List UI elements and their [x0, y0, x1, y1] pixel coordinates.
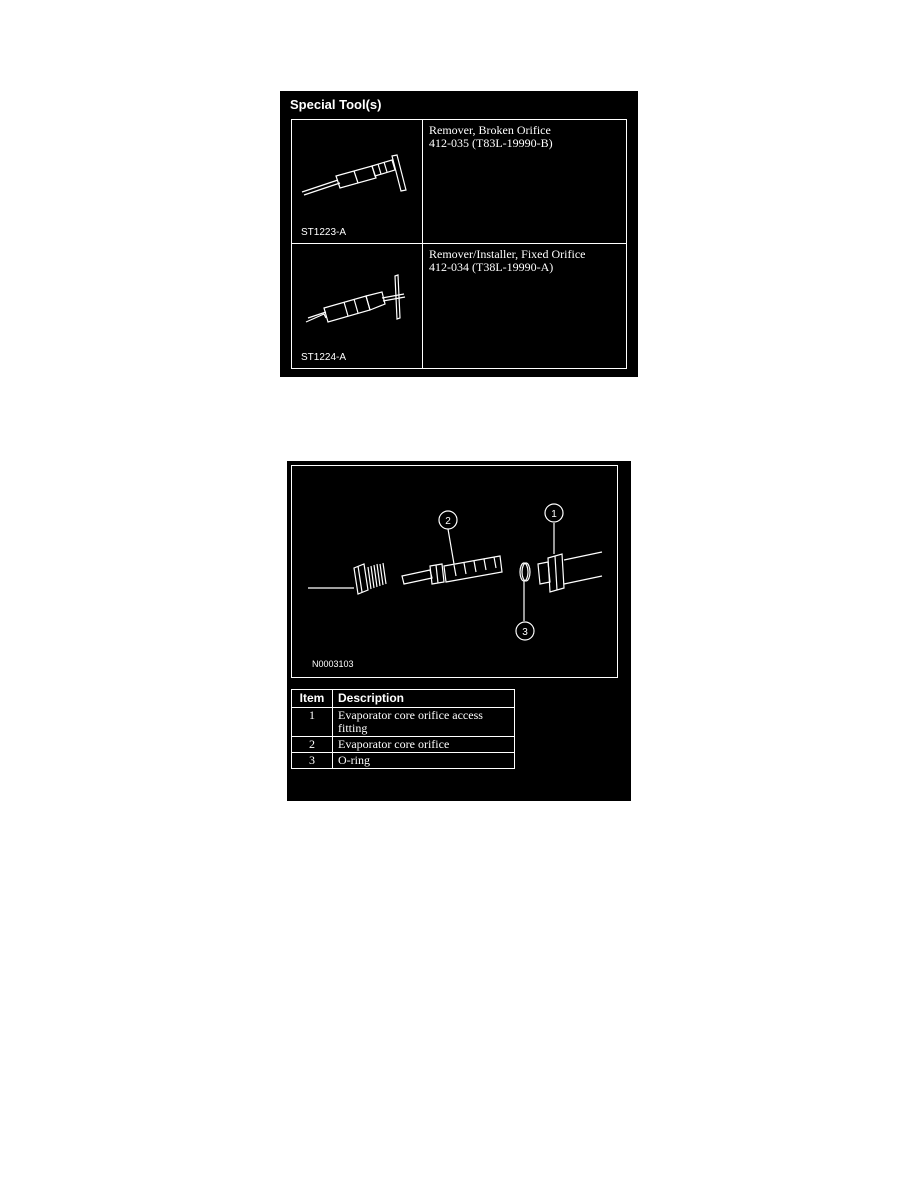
tool-row	[292, 120, 626, 244]
callout-3: 3	[522, 627, 528, 638]
special-tools-panel	[280, 91, 638, 377]
table-row	[292, 737, 515, 753]
tool-code: ST1224-A	[301, 352, 347, 363]
legend-table	[291, 689, 515, 769]
tool-illustration-cell	[292, 120, 423, 243]
legend-item-description: O-ring	[333, 753, 515, 769]
legend-header-item: Item	[292, 690, 333, 708]
legend-item-number: 1	[292, 708, 333, 737]
table-row	[292, 708, 515, 737]
orifice-diagram-panel	[287, 461, 631, 801]
legend-item-number: 2	[292, 737, 333, 753]
o-ring	[520, 563, 528, 581]
tool-illustration-cell	[292, 244, 423, 368]
tool-number: 412-034 (T38L-19990-A)	[429, 260, 554, 274]
tool-number: 412-035 (T83L-19990-B)	[429, 136, 553, 150]
tool-name: Remover, Broken Orifice	[429, 123, 551, 137]
tool-row	[292, 244, 626, 368]
nut-threads	[368, 563, 386, 589]
tool-description	[429, 124, 624, 150]
special-tools-title: Special Tool(s)	[290, 97, 382, 112]
callout-1: 1	[551, 509, 557, 520]
access-fitting	[538, 552, 602, 592]
fixed-orifice-remover-installer-illustration	[296, 264, 416, 334]
callout-2: 2	[445, 516, 451, 527]
tool-name: Remover/Installer, Fixed Orifice	[429, 247, 586, 261]
broken-orifice-remover-illustration	[296, 140, 416, 210]
legend-header-description: Description	[333, 690, 515, 708]
legend-header-row	[292, 690, 515, 708]
tool-code: ST1223-A	[301, 227, 347, 238]
table-row	[292, 753, 515, 769]
tool-description	[429, 248, 624, 274]
legend-item-number: 3	[292, 753, 333, 769]
special-tools-table	[291, 119, 627, 369]
orifice-tube	[402, 556, 502, 584]
legend-item-description: Evaporator core orifice	[333, 737, 515, 753]
diagram-code: N0003103	[312, 659, 354, 669]
orifice-exploded-view	[292, 466, 617, 677]
legend-item-description: Evaporator core orifice access fitting	[333, 708, 515, 737]
tube-nut	[354, 564, 368, 594]
orifice-diagram-frame	[291, 465, 618, 678]
